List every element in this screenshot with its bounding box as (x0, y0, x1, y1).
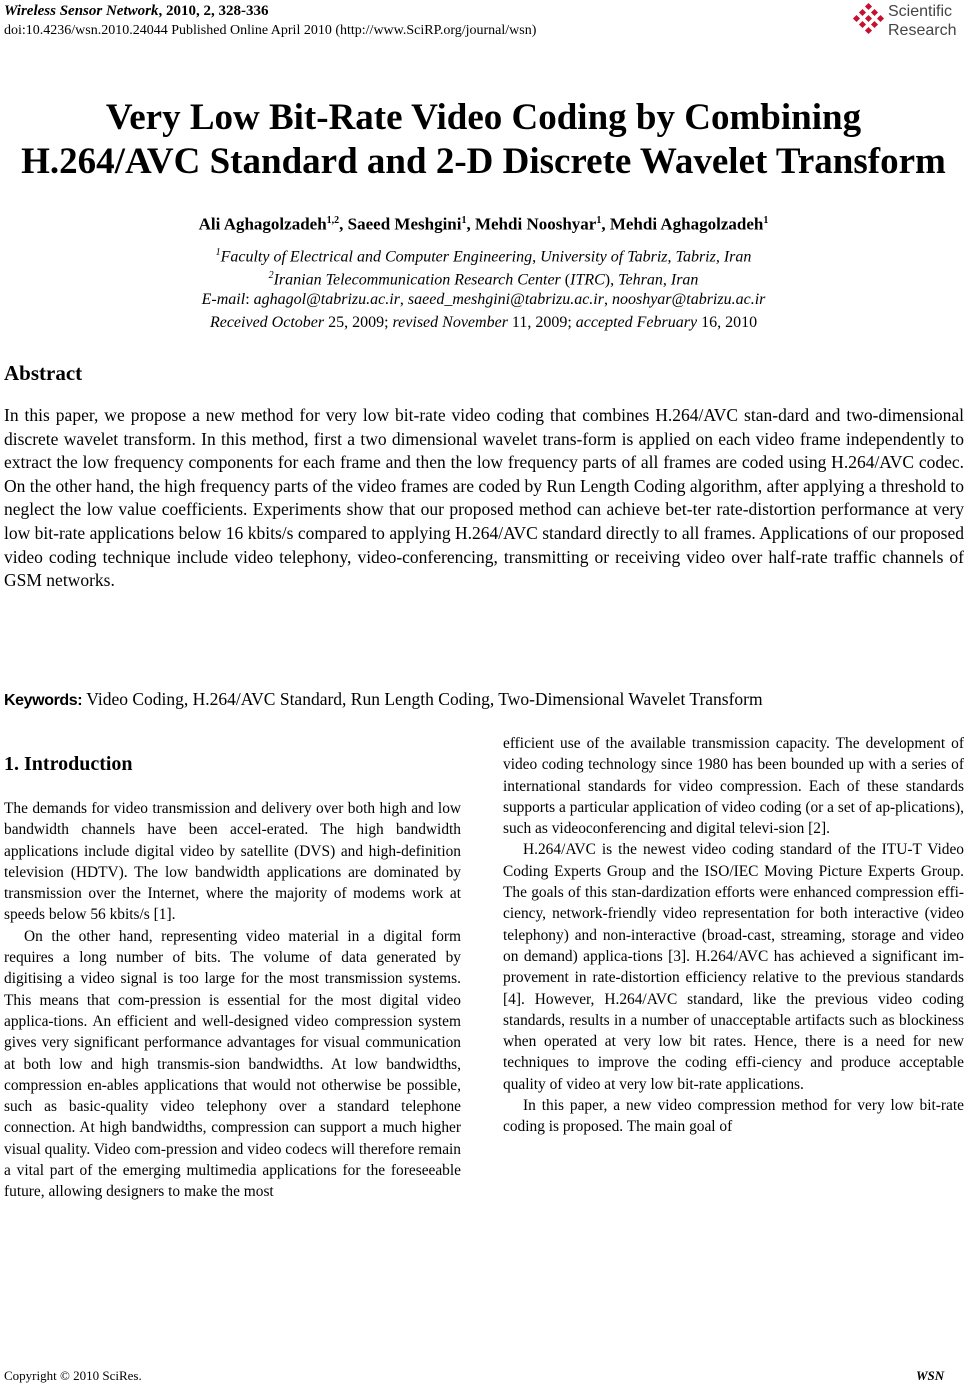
paper-title-line1: Very Low Bit-Rate Video Coding by Combining (105, 97, 862, 138)
author-name: Mehdi Aghagolzadeh (609, 214, 764, 234)
journal-abbreviation: WSN (916, 1368, 945, 1383)
paragraph: In this paper, a new video compression method for very low bit-rate coding is proposed. The main goal of (503, 1097, 964, 1136)
accepted-date: 16, 2010 (697, 314, 758, 331)
keywords-label: Keywords: (4, 692, 83, 709)
copyright-notice: Copyright © 2010 SciRes. (4, 1368, 142, 1383)
intro-right-column (503, 733, 964, 1138)
logo-line2: Research (888, 22, 957, 39)
email-address[interactable]: nooshyar@tabrizu.ac.ir (611, 291, 766, 308)
keywords-list: Video Coding, H.264/AVC Standard, Run Length Coding, Two-Dimensional Wavelet Transform (82, 689, 763, 709)
affiliation-center: Iranian Telecommunication Research Center (273, 271, 561, 289)
keywords-line (4, 687, 763, 713)
revised-label: revised November (392, 314, 508, 331)
email-address[interactable]: aghagol@tabrizu.ac.ir (253, 291, 400, 308)
paragraph: On the other hand, representing video material in a digital form requires a long number of bits. The volume of data generated by digitising a video signal is too large for the most transmission systems. This means that com-pression is essential for the most digital video applica-tions. An efficient and well-designed video compression system gives very significant performance advantages for visual communication at both low and high transmis-sion bandwidths. At low bandwidths, compression en-ables applications that would not otherwise be possible, such as basic-quality video telephony over a standard telephone connection. At high bandwidths, compression can support a much higher visual quality. Video com-pression and video codecs will therefore remain a vital part of the emerging multimedia applications for the foreseeable future, allowing designers to make the most (4, 927, 461, 1201)
abstract-heading: Abstract (4, 361, 83, 385)
affiliation-faculty: Faculty of Electrical and Computer Engineering (220, 248, 533, 266)
author-affiliation-mark: 1 (596, 215, 602, 226)
author-affiliation-mark: 1 (461, 215, 467, 226)
paragraph: H.264/AVC is the newest video coding standard of the ITU-T Video Coding Experts Group and the ISO/IEC Moving Picture Experts Group. The goals of this stan-dardization efforts were enhanced compression effi-ciency, network-friendly video representation for both interactive (video telephony) and non-interactive (broad-cast, streaming, storage and video on demand) applica-tions [3]. H.264/AVC has achieved a significant im-provement in rate-distortion efficiency relative to the previous standards [4]. However, H.264/AVC standard, like the previous video coding standards, results in a number of unacceptable artifacts such as blockiness when operated at very low bit rates. Hence, there is a need for new techniques to improve the coding effi-ciency and produce acceptable quality of video at very low bit-rate applications. (503, 841, 964, 1093)
affiliation-2: $^2$Iranian Telecommunication Research Center (ITRC), Tehran, Iran (268, 270, 699, 289)
abstract-body: In this paper, we propose a new method for very low bit-rate video coding that combines H.264/AVC stan-dard and two-dimensional discrete wavelet transform. In this method, first a two dimensional wavelet trans-form is applied on each video frame independently to extract the low frequency components for each frame and then the low frequency parts of all frames are coded using H.264/AVC codec. On the other hand, the high frequency parts of the video frames are coded by Run Length Coding algorithm, after applying a threshold to neglect the low value coefficients. Experiments show that our proposed method can achieve bet-ter rate-distortion performance at very low bit-rate applications below 16 kbits/s compared to applying H.264/AVC standard directly to all frames. Applications of our proposed video coding technique include video telephony, video-conferencing, transmitting or receiving video over half-rate traffic channels of GSM networks. (4, 405, 964, 591)
intro-heading: 1. Introduction (4, 753, 133, 775)
journal-name: Wireless Sensor Network (4, 3, 159, 19)
logo-line1: Scientific (888, 3, 953, 20)
accepted-label: accepted February (575, 314, 698, 331)
paragraph: efficient use of the available transmission capacity. The development of video coding technology since 1980 has been bounded up with a series of international standards for video compression. Each of these standards supports a particular application of video coding (or a set of ap-plications), such as videoconferencing and digital televi-sion [2]. (503, 735, 964, 838)
journal-header (4, 3, 268, 20)
author-name: Saeed Meshgini (347, 214, 462, 234)
author-name: Ali Aghagolzadeh (198, 214, 327, 234)
affiliation-country: Iran (670, 271, 699, 289)
logo-wordmark (888, 2, 956, 40)
author-affiliation-mark: 1 (763, 215, 769, 226)
affiliation-location: Tabriz, Iran (675, 248, 752, 266)
affiliation-acronym: ITRC (570, 271, 605, 289)
dates-line (0, 312, 967, 333)
scirp-logo-icon (852, 2, 886, 36)
received-date: 25, 2009; (324, 314, 393, 331)
paragraph: The demands for video transmission and delivery over both high and low bandwidth channels have been accel-erated. The high bandwidth applications include digital video by satellite (DVS) and high-definition television (HDTV). The low bandwidth applications are dominated by transmission over the Internet, where the majority of modems work at speeds below 56 kbits/s [1]. (4, 800, 461, 924)
received-label: Received October (209, 314, 325, 331)
journal-volume: , 2010, 2, 328-336 (158, 3, 269, 19)
affiliation-mark: 2 (268, 270, 274, 281)
author-separator: , (466, 214, 475, 234)
doi-line[interactable]: doi:10.4236/wsn.2010.24044 Published Online April 2010 (http://www.SciRP.org/journal/wsn) (4, 23, 537, 38)
email-line: E-mail: aghagol@tabrizu.ac.ir, saeed_meshgini@tabrizu.ac.ir, nooshyar@tabrizu.ac.ir (201, 291, 766, 308)
author-separator: , (339, 214, 348, 234)
paper-title-line2: H.264/AVC Standard and 2-D Discrete Wavelet Transform (21, 141, 946, 182)
affiliation-city: Tehran (618, 271, 663, 289)
affiliation-university: University of Tabriz (540, 248, 668, 266)
publisher-logo (852, 2, 967, 44)
affiliation-mark: 1 (215, 247, 221, 258)
revised-date: 11, 2009; (507, 314, 576, 331)
author-separator: , (601, 214, 610, 234)
intro-left-column (4, 798, 461, 1203)
author-affiliation-mark: 1,2 (326, 215, 340, 226)
affiliation-1: $^1$Faculty of Electrical and Computer Engineering, University of Tabriz, Tabriz, Iran (215, 247, 752, 266)
email-address[interactable]: saeed_meshgini@tabrizu.ac.ir (407, 291, 604, 308)
email-label: E-mail (201, 291, 246, 308)
author-name: Mehdi Nooshyar (474, 214, 597, 234)
author-list (0, 210, 967, 236)
